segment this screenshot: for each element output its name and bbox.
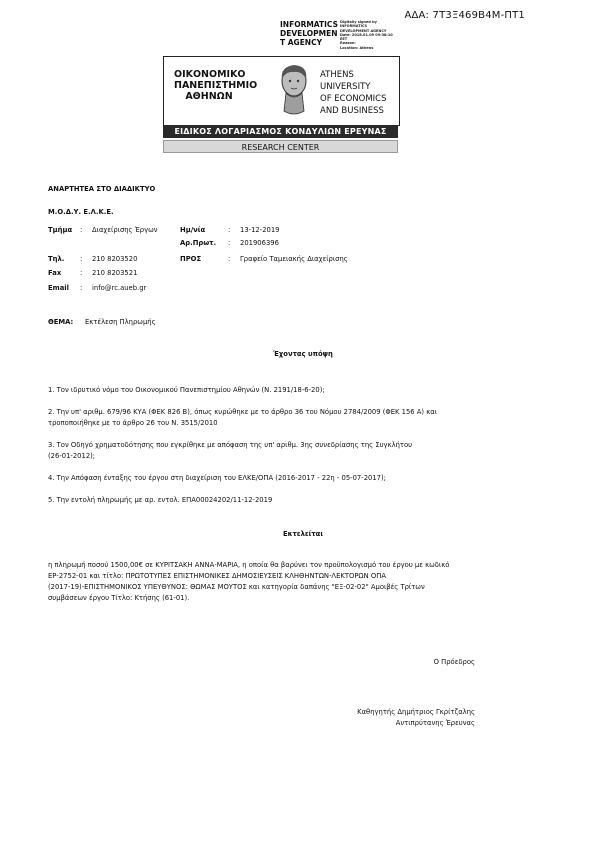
signature-detail-line: Digitally signed by	[340, 20, 377, 24]
date-label: Ημ/νία	[180, 226, 206, 234]
logo-greek-name	[174, 69, 258, 102]
colon: :	[80, 255, 83, 263]
email-value: info@rc.aueb.gr	[92, 284, 147, 292]
digital-signature-details	[340, 20, 400, 50]
logo-english-name	[320, 69, 400, 117]
colon: :	[228, 255, 231, 263]
colon: :	[80, 269, 83, 277]
phone-label: Τηλ.	[48, 255, 65, 263]
executed-title: Εκτελείται	[283, 530, 323, 538]
signature-line: INFORMATICS	[280, 20, 338, 29]
phone-value: 210 8203520	[92, 255, 138, 263]
signature-detail-line: Date: 2018.01.09 09:38:10	[340, 32, 393, 37]
post-notice: ΑΝΑΡΤΗΤΕΑ ΣΤΟ ΔΙΑΔΙΚΤΥΟ	[48, 185, 156, 193]
subject-label: ΘΕΜΑ:	[48, 318, 74, 326]
signature-detail-line: Reason:	[340, 41, 356, 46]
recipient-label: ΠΡΟΣ	[180, 255, 202, 263]
university-logo	[163, 56, 400, 126]
signature-detail-line: EET	[340, 37, 348, 42]
department-label: Τμήμα	[48, 226, 73, 234]
recipient-value: Γραφείο Ταμειακής Διαχείρισης	[240, 255, 348, 263]
logo-english-line: OF ECONOMICS	[320, 94, 387, 104]
considering-title: Έχοντας υπόψη	[273, 350, 333, 358]
executed-line: ΕΡ-2752-01 και τίτλο: ΠΡΩΤΟΤΥΠΕΣ ΕΠΙΣΤΗΜΟΝΙΚΕΣ ΔΗΜΟΣΙΕΥΣΕΙΣ ΚΛΗΘΗΝΤΩΝ-ΛΕΚΤΟΡΩΝ ΟΠΑ	[48, 572, 386, 580]
athena-head-icon	[274, 61, 314, 119]
subject-value: Εκτέλεση Πληρωμής	[85, 318, 156, 326]
point-2: 2. Την υπ' αριθμ. 679/96 ΚΥΑ (ΦΕΚ 826 Β), όπως κυρώθηκε με το άρθρο 36 του Νόμου 2784/2009 (ΦΕΚ 156 Α) και	[48, 408, 438, 416]
ada-code: ΑΔΑ: 7Τ3Ξ469Β4Μ-ΠΤ1	[404, 10, 525, 21]
signer-role: Αντιπρύτανης Έρευνας	[395, 719, 475, 727]
colon: :	[80, 284, 83, 292]
colon: :	[228, 226, 231, 234]
executed-line: συμβάσεων έργου Τίτλο: Κτήσης (61-01).	[48, 594, 190, 602]
signer-name: Καθηγητής Δημήτριος Γκρίτζαλης	[357, 708, 475, 716]
executed-line: (2017-19)-ΕΠΙΣΤΗΜΟΝΙΚΟΣ ΥΠΕΥΘΥΝΟΣ: ΘΩΜΑΣ ΜΟΥΤΟΣ και κατηγορία δαπάνης "ΕΞ-02-02" Αμοιβές Τρίτων	[48, 583, 425, 591]
protocol-value: 201906396	[240, 239, 279, 247]
protocol-label: Αρ.Πρωτ.	[180, 239, 217, 247]
date-value: 13-12-2019	[240, 226, 280, 234]
point-3: 3. Τον Οδηγό χρηματοδότησης που εγκρίθηκε με απόφαση της υπ' αριθμ. 3ης συνεδρίασης της Συγκλήτου	[48, 441, 413, 449]
logo-greek-line: ΑΘΗΝΩΝ	[185, 91, 233, 102]
logo-greek-line: ΠΑΝΕΠΙΣΤΗΜΙΟ	[174, 80, 258, 91]
research-center-banner: RESEARCH CENTER	[163, 140, 398, 153]
point-3-continued: (26-01-2012);	[48, 452, 96, 460]
executed-line: η πληρωμή ποσού 1500,00€ σε ΚΥΡΙΤΣΑΚΗ ΑΝΝΑ-ΜΑΡΙΑ, η οποία θα βαρύνει τον προϋπολογισμό του έργου με κωδικό	[48, 561, 450, 569]
signature-line: T AGENCY	[280, 38, 323, 47]
special-account-banner: ΕΙΔΙΚΟΣ ΛΟΓΑΡΙΑΣΜΟΣ ΚΟΝΔΥΛΙΩΝ ΕΡΕΥΝΑΣ	[163, 125, 398, 138]
fax-value: 210 8203521	[92, 269, 138, 277]
colon: :	[80, 226, 83, 234]
signature-line: DEVELOPMEN	[280, 29, 338, 38]
digital-signature-stamp	[280, 20, 340, 47]
unit-name: Μ.Ο.Δ.Υ. Ε.Λ.Κ.Ε.	[48, 208, 114, 216]
signature-detail-line: INFORMATICS	[340, 24, 368, 29]
signature-detail-line: Location: Athens	[340, 45, 374, 50]
point-2-continued: τροποποιήθηκε με το άρθρο 26 του Ν. 3515/2010	[48, 419, 218, 427]
logo-english-line: AND BUSINESS	[320, 106, 384, 116]
signature-detail-line: DEVELOPMENT AGENCY	[340, 28, 387, 33]
point-5: 5. Την εντολή πληρωμής με αρ. εντολ. ΕΠΑ00024202/11-12-2019	[48, 496, 273, 504]
logo-english-line: ATHENS UNIVERSITY	[320, 70, 371, 92]
signer-title: Ο Πρόεδρος	[433, 658, 475, 666]
fax-label: Fax	[48, 269, 62, 277]
point-4: 4. Την Απόφαση ένταξης του έργου στη διαχείριση του ΕΛΚΕ/ΟΠΑ (2016-2017 - 22η - 05-07-2017);	[48, 474, 386, 482]
email-label: Email	[48, 284, 69, 292]
department-value: Διαχείρισης Έργων	[92, 226, 158, 234]
point-1: 1. Τον ιδρυτικό νόμο του Οικονομικού Πανεπιστημίου Αθηνών (Ν. 2191/18-6-20);	[48, 386, 325, 394]
logo-greek-line: ΟΙΚΟΝΟΜΙΚΟ	[174, 69, 246, 80]
colon: :	[228, 239, 231, 247]
